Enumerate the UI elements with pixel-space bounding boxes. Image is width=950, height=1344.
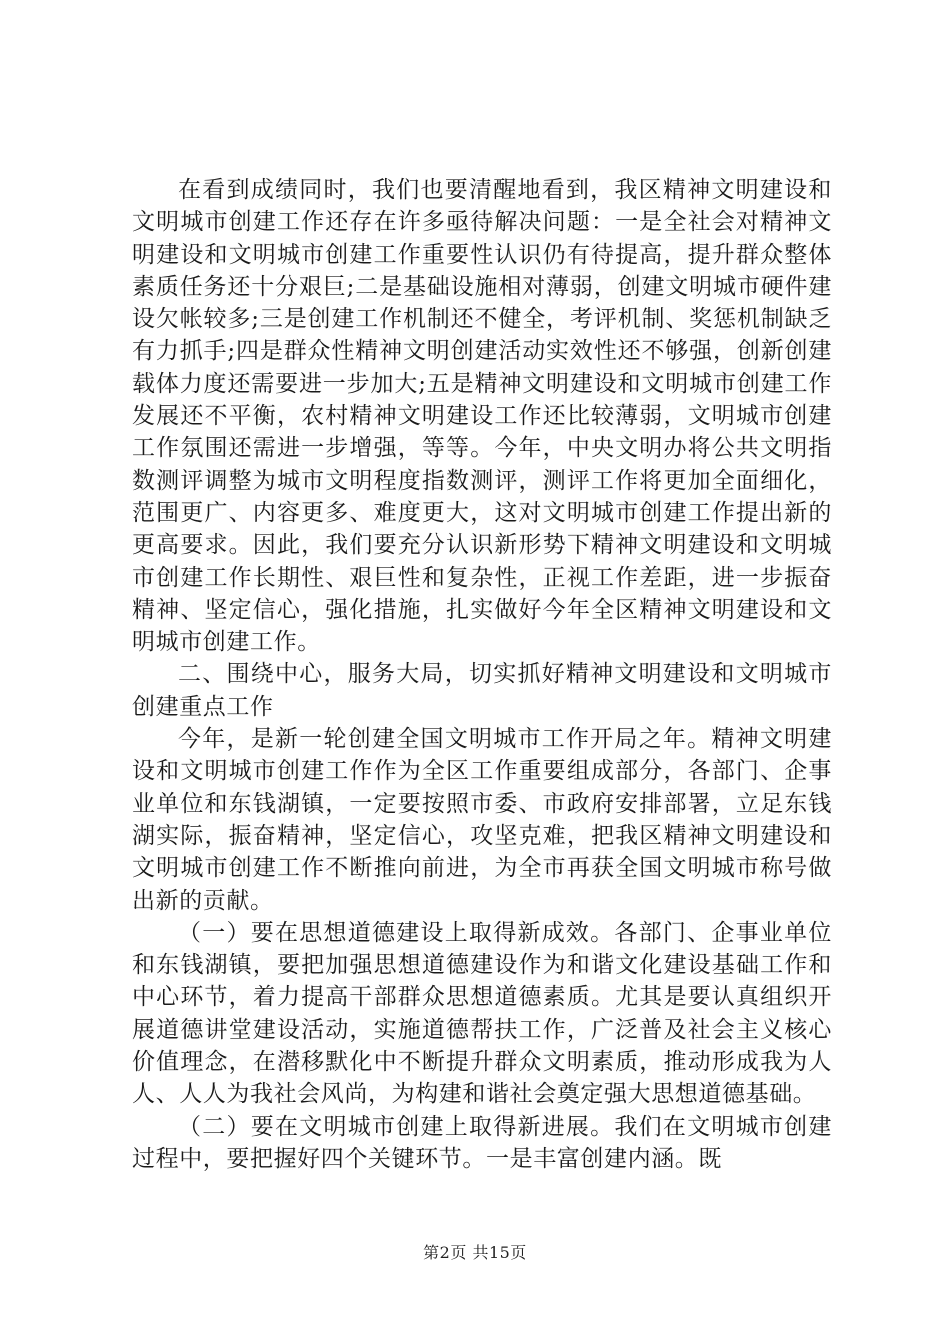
paragraph-this-year: 今年，是新一轮创建全国文明城市工作开局之年。精神文明建设和文明城市创建工作作为全区工作重要组成部分，各部门、企事业单位和东钱湖镇，一定要按照市委、市政府安排部署，立足东钱湖实际，振奋精神，坚定信心，攻坚克难，把我区精神文明建设和文明城市创建工作不断推向前进，为全市再获全国文明城市称号做出新的贡献。 [132,726,832,914]
paragraph-problems: 在看到成绩同时，我们也要清醒地看到，我区精神文明建设和文明城市创建工作还存在许多亟待解决问题：一是全社会对精神文明建设和文明城市创建工作重要性认识仍有待提高，提升群众整体素质任务还十分艰巨;二是基础设施相对薄弱，创建文明城市硬件建设欠帐较多;三是创建工作机制还不健全，考评机制、奖惩机制缺乏有力抓手;四是群众性精神文明创建活动实效性还不够强，创新创建载体力度还需要进一步加大;五是精神文明建设和文明城市创建工作发展还不平衡，农村精神文明建设工作还比较薄弱，文明城市创建工作氛围还需进一步增强，等等。今年，中央文明办将公共文明指数测评调整为城市文明程度指数测评，测评工作将更加全面细化，范围更广、内容更多、难度更大，这对文明城市创建工作提出新的更高要求。因此，我们要充分认识新形势下精神文明建设和文明城市创建工作长期性、艰巨性和复杂性，正视工作差距，进一步振奋精神、坚定信心，强化措施，扎实做好今年全区精神文明建设和文明城市创建工作。 [132,177,832,656]
section-heading: 二、围绕中心，服务大局，切实抓好精神文明建设和文明城市创建重点工作 [132,661,832,720]
paragraph-civilized-city: （二）要在文明城市创建上取得新进展。我们在文明城市创建过程中，要把握好四个关键环节。一是丰富创建内涵。既 [132,1113,832,1172]
page-footer: 第2页 共15页 [423,1243,527,1262]
document-body [132,174,832,1175]
paragraph-moral-construction: （一）要在思想道德建设上取得新成效。各部门、企事业单位和东钱湖镇，要把加强思想道德建设作为和谐文化建设基础工作和中心环节，着力提高干部群众思想道德素质。尤其是要认真组织开展道德讲堂建设活动，实施道德帮扶工作，广泛普及社会主义核心价值理念，在潜移默化中不断提升群众文明素质，推动形成我为人人、人人为我社会风尚，为构建和谐社会奠定强大思想道德基础。 [132,919,832,1108]
